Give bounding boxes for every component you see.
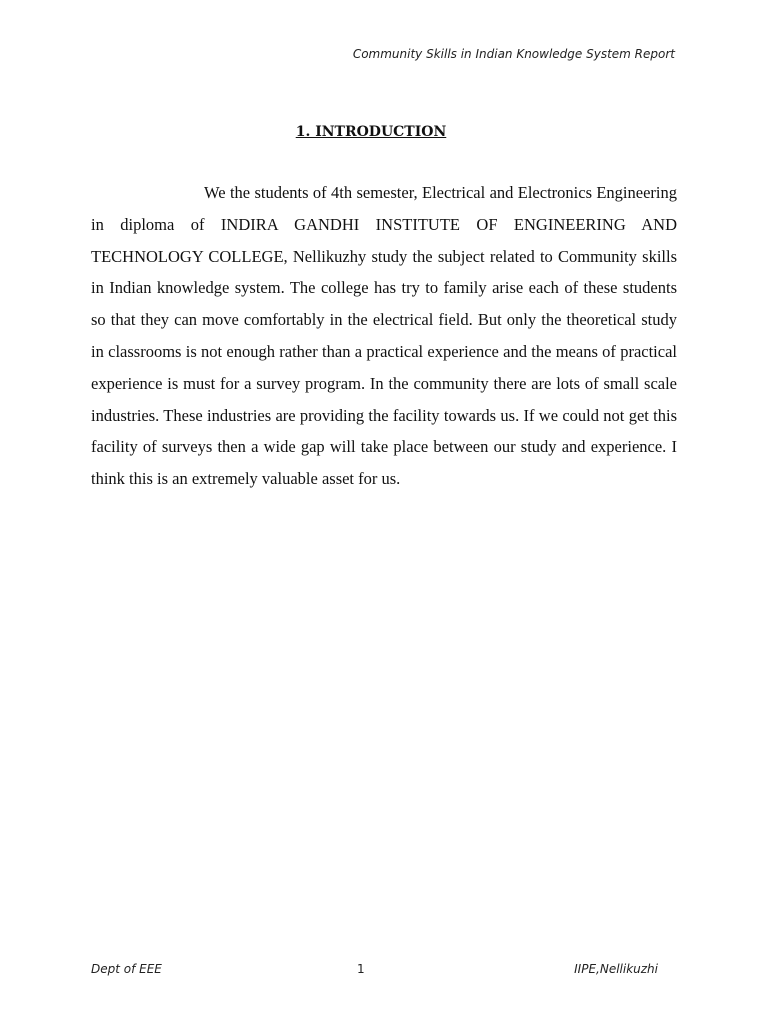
footer-department: Dept of EEE xyxy=(91,962,162,976)
section-heading: 1. INTRODUCTION xyxy=(295,124,447,140)
footer-page-number: 1 xyxy=(357,962,365,976)
introduction-paragraph: We the students of 4th semester, Electrical and Electronics Engineering in diploma of INDIRA GANDHI INSTITUTE OF ENGINEERING AND TECHNOLOGY COLLEGE, Nellikuzhy study the subject related to Community skills in Indian knowledge system. The college has try to family arise each of these students so that they can move comfortably in the electrical field. But only the theoretical study in classrooms is not enough rather than a practical experience and the means of practical experience is must for a survey program. In the community there are lots of small scale industries. These industries are providing the facility towards us. If we could not get this facility of surveys then a wide gap will take place between our study and experience. I think this is an extremely valuable asset for us. xyxy=(91,183,677,489)
running-header: Community Skills in Indian Knowledge System Report xyxy=(352,47,675,61)
footer-institution: IIPE,Nellikuzhi xyxy=(574,962,658,976)
